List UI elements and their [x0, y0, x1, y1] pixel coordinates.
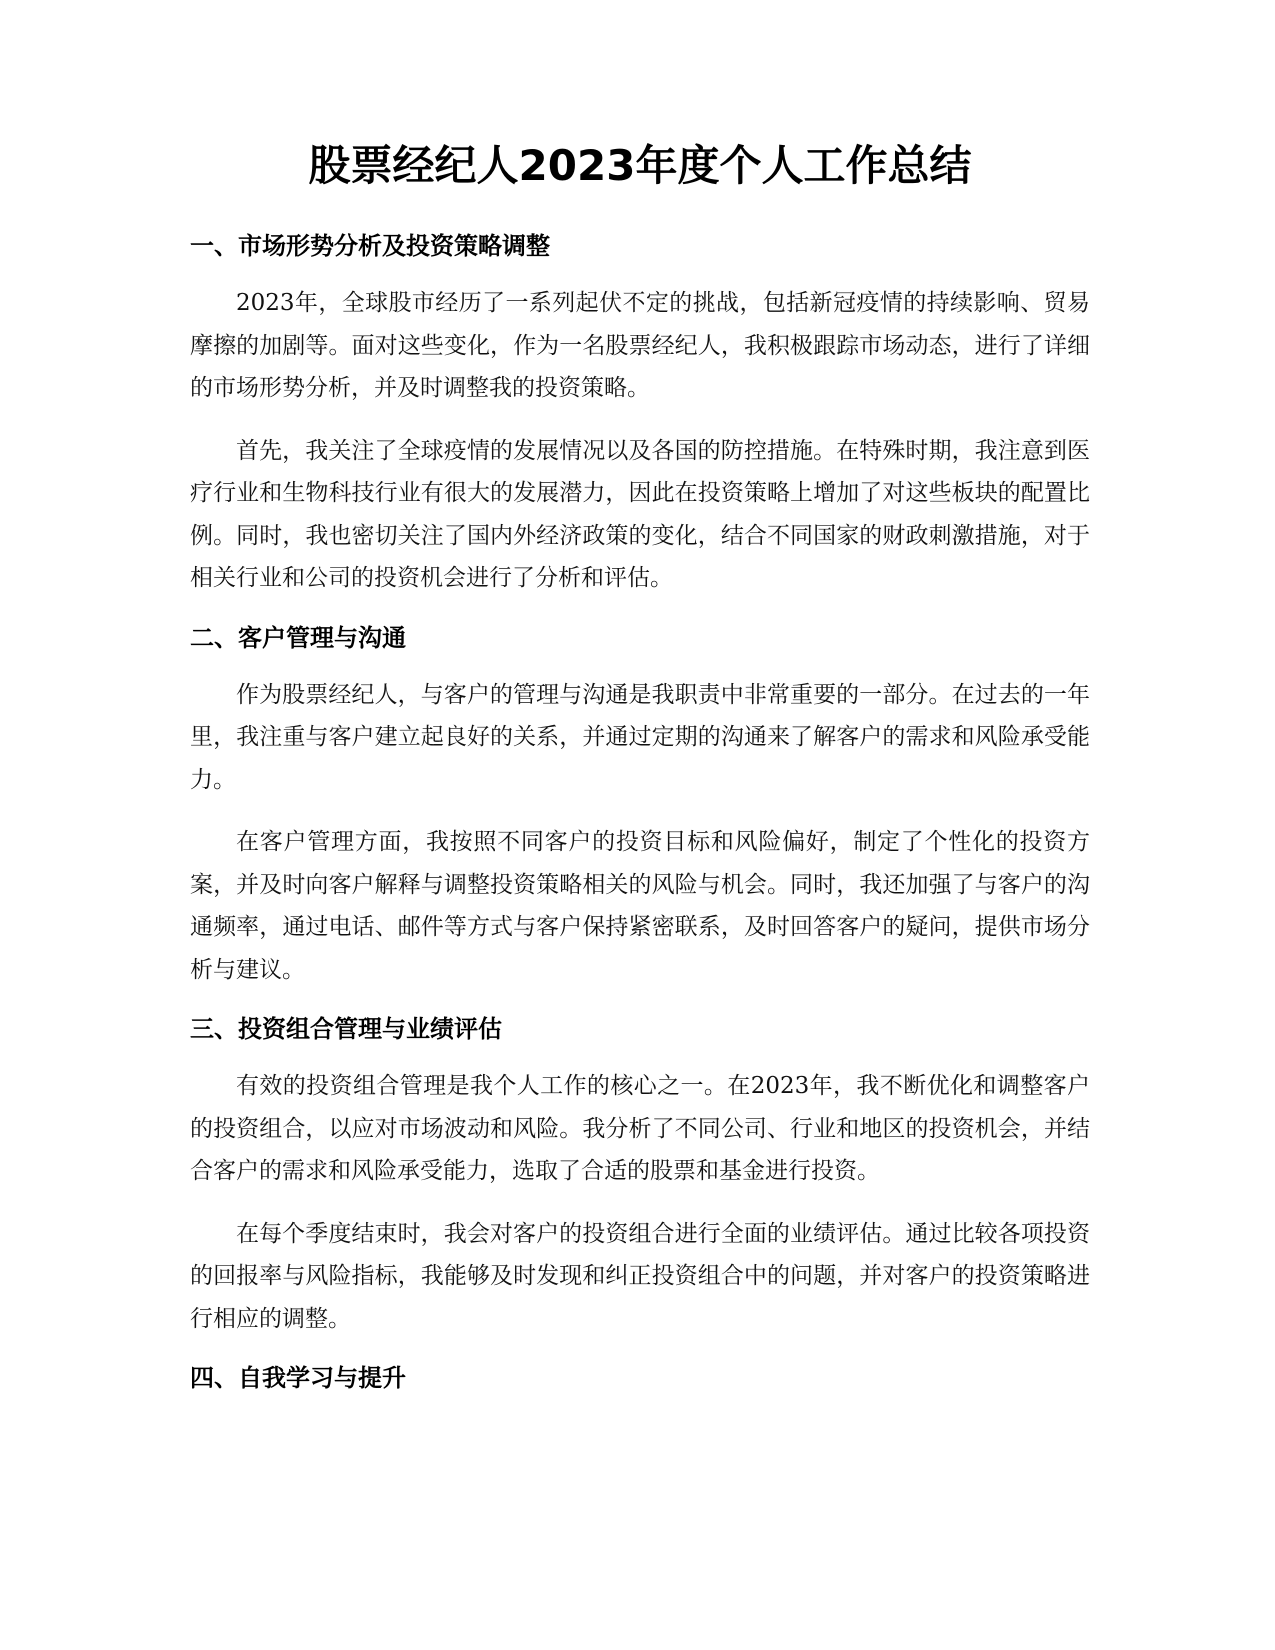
section-heading: 三、投资组合管理与业绩评估 [190, 1015, 502, 1043]
paragraph: 在客户管理方面，我按照不同客户的投资目标和风险偏好，制定了个性化的投资方案，并及时向客户解释与调整投资策略相关的风险与机会。同时，我还加强了与客户的沟通频率，通过电话、邮件等方式与客户保持紧密联系，及时回答客户的疑问，提供市场分析与建议。 [190, 829, 1090, 983]
paragraph: 作为股票经纪人，与客户的管理与沟通是我职责中非常重要的一部分。在过去的一年里，我注重与客户建立起良好的关系，并通过定期的沟通来了解客户的需求和风险承受能力。 [190, 681, 1090, 793]
section-heading: 二、客户管理与沟通 [190, 623, 406, 652]
paragraph: 有效的投资组合管理是我个人工作的核心之一。在2023年，我不断优化和调整客户的投资组合，以应对市场波动和风险。我分析了不同公司、行业和地区的投资机会，并结合客户的需求和风险承受能力，选取了合适的股票和基金进行投资。 [190, 1073, 1090, 1184]
paragraph: 在每个季度结束时，我会对客户的投资组合进行全面的业绩评估。通过比较各项投资的回报率与风险指标，我能够及时发现和纠正投资组合中的问题，并对客户的投资策略进行相应的调整。 [190, 1220, 1090, 1332]
document-title: 股票经纪人2023年度个人工作总结 [308, 141, 972, 190]
section-portfolio-management [190, 1011, 1090, 1340]
section-heading: 一、市场形势分析及投资策略调整 [190, 232, 550, 260]
paragraph: 首先，我关注了全球疫情的发展情况以及各国的防控措施。在特殊时期，我注意到医疗行业和生物科技行业有很大的发展潜力，因此在投资策略上增加了对这些板块的配置比例。同时，我也密切关注了国内外经济政策的变化，结合不同国家的财政刺激措施，对于相关行业和公司的投资机会进行了分析和评估。 [190, 437, 1090, 591]
section-self-learning [190, 1360, 1090, 1396]
document-page [190, 130, 1090, 1414]
section-market-analysis [190, 228, 1090, 600]
section-client-management [190, 620, 1090, 992]
section-heading: 四、自我学习与提升 [190, 1364, 406, 1392]
paragraph: 2023年，全球股市经历了一系列起伏不定的挑战，包括新冠疫情的持续影响、贸易摩擦的加剧等。面对这些变化，作为一名股票经纪人，我积极跟踪市场动态，进行了详细的市场形势分析，并及时调整我的投资策略。 [190, 290, 1090, 401]
